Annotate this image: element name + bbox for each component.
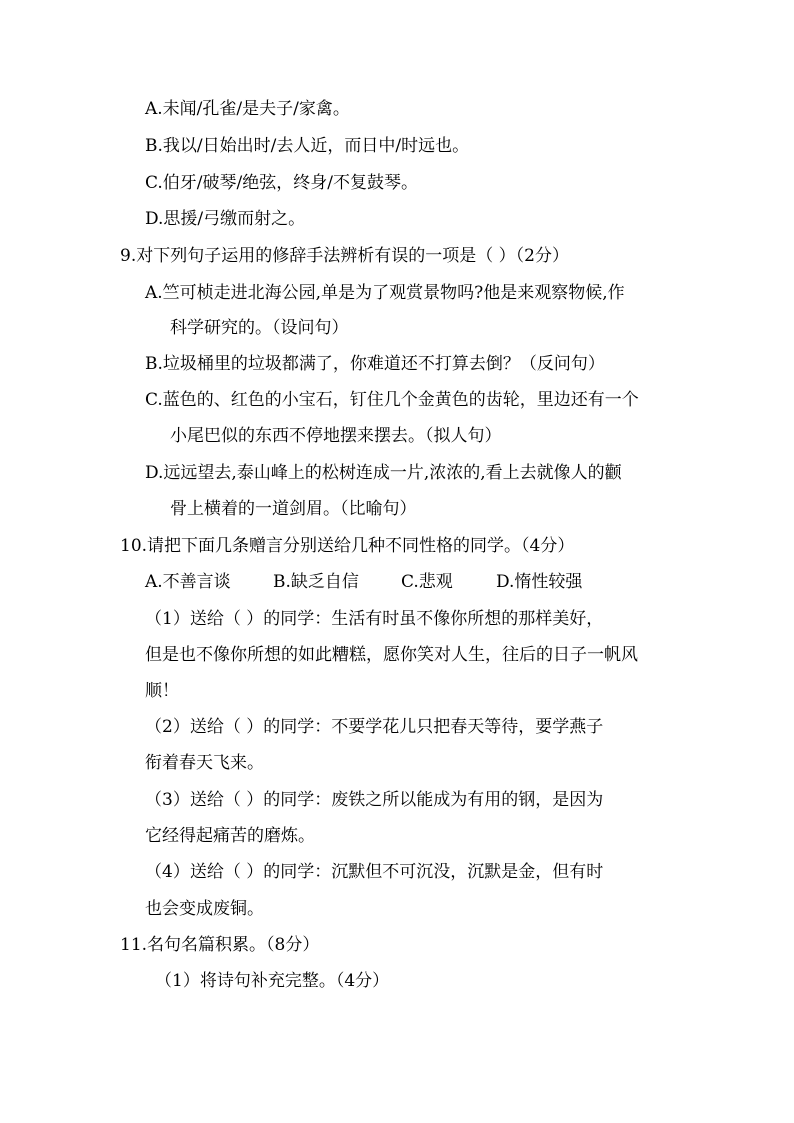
q9-option-c-line2: 小尾巴似的东西不停地摆来摆去。（拟人句） <box>170 426 502 446</box>
q10-choice-c: C.悲观 <box>401 572 453 592</box>
q8-option-a: A.未闻/孔雀/是夫子/家禽。 <box>145 99 350 119</box>
q8-option-c: C.伯牙/破琴/绝弦，终身/不复鼓琴。 <box>145 173 418 193</box>
q10-item-4-line2: 也会变成废铜。 <box>145 899 264 919</box>
q10-item-3-line1: （3）送给（ ）的同学：废铁之所以能成为有用的钢，是因为 <box>145 790 604 810</box>
q9-option-a-line1: A.竺可桢走进北海公园,单是为了观赏景物吗?他是来观察物候,作 <box>145 283 625 303</box>
q10-item-2-line2: 衔着春天飞来。 <box>145 753 264 773</box>
q11-stem: 11.名句名篇积累。（8分） <box>120 935 320 955</box>
q10-item-2-line1: （2）送给（ ）的同学：不要学花儿只把春天等待，要学燕子 <box>145 717 604 737</box>
q9-option-d-line2: 骨上横着的一道剑眉。（比喻句） <box>170 499 417 519</box>
q10-item-1-line1: （1）送给（ ）的同学：生活有时虽不像你所想的那样美好， <box>145 609 604 629</box>
q10-choice-d: D.惰性较强 <box>496 572 583 592</box>
q10-choice-a: A.不善言谈 <box>145 572 231 592</box>
q11-sub-1: （1）将诗句补充完整。（4分） <box>155 971 390 991</box>
q8-option-b: B.我以/日始出时/去人近，而日中/时远也。 <box>145 136 470 156</box>
q9-option-a-line2: 科学研究的。（设问句） <box>170 318 349 338</box>
q10-item-3-line2: 它经得起痛苦的磨炼。 <box>145 826 315 846</box>
q10-stem: 10.请把下面几条赠言分别送给几种不同性格的同学。（4分） <box>120 536 575 556</box>
q10-item-4-line1: （4）送给（ ）的同学：沉默但不可沉没，沉默是金，但有时 <box>145 862 604 882</box>
q10-choice-b: B.缺乏自信 <box>273 572 359 592</box>
q9-option-c-line1: C.蓝色的、红色的小宝石，钉住几个金黄色的齿轮，里边还有一个 <box>145 390 639 410</box>
q9-stem: 9.对下列句子运用的修辞手法辨析有误的一项是（ ）（2分） <box>120 246 569 266</box>
q9-option-d-line1: D.远远望去,泰山峰上的松树连成一片,浓浓的,看上去就像人的颧 <box>145 463 622 483</box>
q9-option-b: B.垃圾桶里的垃圾都满了，你难道还不打算去倒？（反问句） <box>145 354 605 374</box>
q8-option-d: D.思援/弓缴而射之。 <box>145 209 306 229</box>
q10-item-1-line3: 顺！ <box>145 681 179 701</box>
q10-item-1-line2: 但是也不像你所想的如此糟糕，愿你笑对人生，往后的日子一帆风 <box>145 645 638 665</box>
q10-choices <box>145 571 582 593</box>
